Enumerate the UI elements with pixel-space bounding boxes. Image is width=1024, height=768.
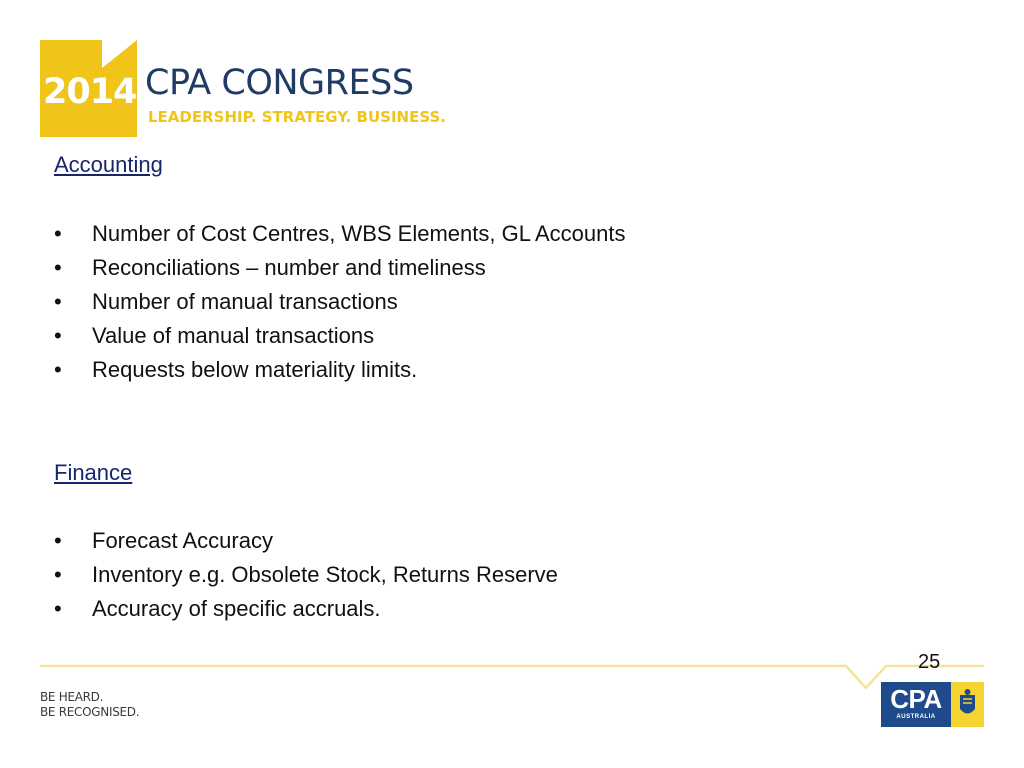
list-item-text: Requests below materiality limits. <box>92 357 418 382</box>
logo-tagline: LEADERSHIP. STRATEGY. BUSINESS. <box>148 108 446 126</box>
cpa-australia-logo <box>881 682 984 727</box>
list-item-text: Value of manual transactions <box>92 323 375 348</box>
footer-slogan <box>40 690 139 720</box>
list-item-text: Forecast Accuracy <box>92 528 273 553</box>
crest-icon <box>951 682 984 727</box>
bullet-icon: • <box>54 221 62 246</box>
page-number: 25 <box>918 651 941 673</box>
congress-logo-icon <box>40 40 137 137</box>
bullet-icon: • <box>54 562 62 587</box>
list-item-text: Reconciliations – number and timeliness <box>92 255 486 280</box>
bullet-icon: • <box>54 255 62 280</box>
section-heading-finance: Finance <box>54 460 133 485</box>
list-item-text: Inventory e.g. Obsolete Stock, Returns Reserve <box>92 562 558 587</box>
crest-shape <box>955 687 980 722</box>
bullet-icon: • <box>54 289 62 314</box>
list-item-text: Number of Cost Centres, WBS Elements, GL Accounts <box>92 221 626 246</box>
slogan-line-1: BE HEARD. <box>40 690 104 704</box>
bullet-icon: • <box>54 596 62 621</box>
logo-title: CPA CONGRESS <box>145 63 414 103</box>
footer-divider <box>40 664 986 694</box>
bullet-icon: • <box>54 528 62 553</box>
cpa-badge-sub: AUSTRALIA <box>896 714 936 720</box>
section-heading-accounting: Accounting <box>54 152 163 177</box>
list-item-text: Accuracy of specific accruals. <box>92 596 381 621</box>
cpa-badge-word: CPA <box>890 684 942 714</box>
slogan-line-2: BE RECOGNISED. <box>40 705 140 719</box>
logo-year: 2014 <box>43 72 137 112</box>
list-item-text: Number of manual transactions <box>92 289 398 314</box>
bullet-icon: • <box>54 357 62 382</box>
bullet-icon: • <box>54 323 62 348</box>
cpa-badge-panel <box>881 682 951 727</box>
